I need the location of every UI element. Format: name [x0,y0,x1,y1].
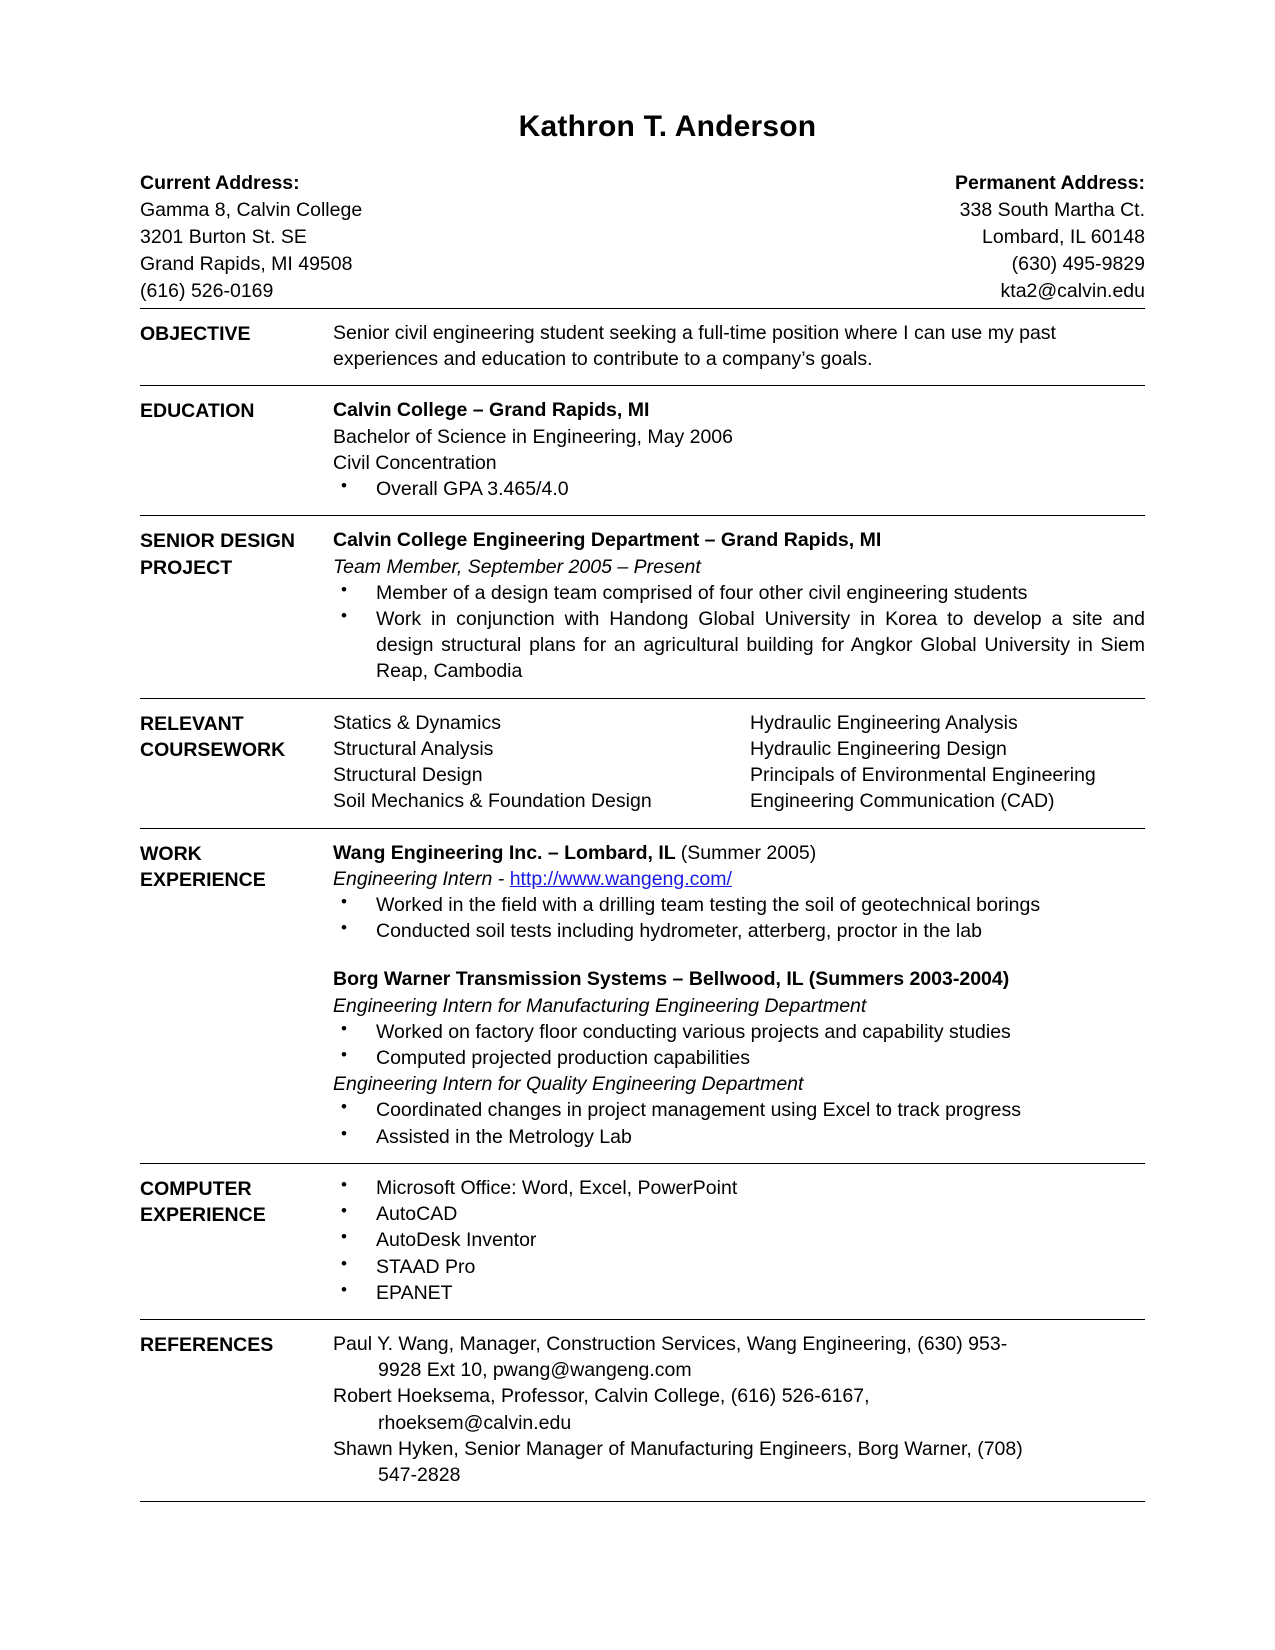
current-address-heading: Current Address: [140,172,300,194]
section-computer-experience [140,1164,1145,1319]
section-label-line1: SENIOR DESIGN [140,530,295,553]
reference-entry [333,1436,1145,1488]
current-address-line: Grand Rapids, MI 49508 [140,253,353,275]
coursework-item: Structural Design [333,764,483,787]
job-role: Engineering Intern - [333,867,510,890]
reference-line: Robert Hoeksema, Professor, Calvin College, (616) 526-6167, [333,1385,870,1408]
job-role: Engineering Intern for Manufacturing Engineering Department [333,994,867,1017]
objective-text: Senior civil engineering student seeking a full-time position where I can use my past experiences and education to contribute to a company’s goals. [333,322,1056,371]
section-work-experience [140,829,1145,1163]
section-education [140,386,1145,515]
job-entry [333,840,1145,945]
job-role-line [333,866,1145,892]
education-concentration: Civil Concentration [333,451,497,474]
list-item: • Assisted in the Metrology Lab [333,1124,1145,1150]
section-label-line2: COURSEWORK [140,738,286,761]
job-bullets [333,892,1145,944]
section-label-coursework [140,710,333,815]
reference-line: Paul Y. Wang, Manager, Construction Services, Wang Engineering, (630) 953- [333,1333,1008,1355]
reference-line-cont: rhoeksem@calvin.edu [378,1411,572,1434]
address-block [140,170,1145,308]
coursework-column-right [739,710,1156,815]
list-item: • Conducted soil tests including hydrometer, atterberg, proctor in the lab [333,918,1145,944]
coursework-item: Principals of Environmental Engineering [750,764,1096,787]
permanent-address-line: 338 South Martha Ct. [959,199,1145,221]
coursework-item: Engineering Communication (CAD) [750,790,1055,813]
section-label-line2: PROJECT [140,556,233,579]
section-coursework [140,699,1145,828]
coursework-item: Statics & Dynamics [333,711,501,734]
current-address [140,170,362,305]
section-label-senior-design [140,527,333,684]
permanent-address-heading: Permanent Address: [954,172,1145,194]
coursework-item: Structural Analysis [333,737,494,760]
coursework-column-left [333,710,739,815]
job-company: Borg Warner Transmission Systems – Bellwood, IL (Summers 2003-2004) [333,968,1010,991]
list-item: • AutoDesk Inventor [333,1227,1145,1253]
divider [140,1501,1145,1502]
computer-bullets [333,1175,1145,1306]
section-objective [140,309,1145,385]
list-item: • Member of a design team comprised of four other civil engineering students [333,580,1145,606]
education-bullets [333,476,1145,502]
current-address-line: 3201 Burton St. SE [140,226,307,248]
section-label-computer-experience [140,1175,333,1306]
page-title: Kathron T. Anderson [518,110,817,143]
section-label-line1: WORK [140,842,202,865]
list-item: • STAAD Pro [333,1254,1145,1280]
job-entry [333,966,1145,1150]
job-website-link[interactable]: http://www.wangeng.com/ [509,867,732,890]
coursework-item: Hydraulic Engineering Design [750,737,1007,760]
current-address-line: Gamma 8, Calvin College [140,199,363,221]
permanent-address-line: (630) 495-9829 [1011,253,1145,275]
job-period: (Summer 2005) [680,841,817,864]
job-role-secondary: Engineering Intern for Quality Engineering Department [333,1073,804,1096]
section-label-line2: EXPERIENCE [140,1204,266,1227]
permanent-address [955,170,1145,305]
list-item: • Work in conjunction with Handong Global University in Korea to develop a site and design structural plans for an agricultural building for Angkor Global University in Siem Reap, Cambodia [333,606,1145,685]
section-references [140,1320,1145,1501]
senior-design-bullets [333,580,1145,685]
senior-design-role: Team Member, September 2005 – Present [333,555,701,578]
job-bullets [333,1019,1145,1071]
section-label-line1: RELEVANT [140,712,244,735]
job-company: Wang Engineering Inc. – Lombard, IL [333,841,681,864]
reference-entry [333,1331,1145,1383]
permanent-address-email: kta2@calvin.edu [1000,280,1145,302]
list-item: • Microsoft Office: Word, Excel, PowerPoint [333,1175,1145,1201]
job-bullets-secondary [333,1097,1145,1149]
list-item: • Worked on factory floor conducting various projects and capability studies [333,1019,1145,1045]
education-school: Calvin College – Grand Rapids, MI [333,399,650,422]
list-item: • AutoCAD [333,1201,1145,1227]
permanent-address-line: Lombard, IL 60148 [982,226,1145,248]
section-label-references: REFERENCES [140,1334,274,1356]
coursework-item: Soil Mechanics & Foundation Design [333,790,652,813]
education-degree: Bachelor of Science in Engineering, May 2006 [333,425,733,448]
reference-line-cont: 9928 Ext 10, pwang@wangeng.com [378,1359,692,1382]
coursework-columns [333,710,1145,815]
list-item: • EPANET [333,1280,1145,1306]
current-address-line: (616) 526-0169 [140,280,274,302]
coursework-item: Hydraulic Engineering Analysis [750,711,1018,734]
reference-line: Shawn Hyken, Senior Manager of Manufacturing Engineers, Borg Warner, (708) [333,1437,1023,1460]
section-label-objective: OBJECTIVE [140,323,251,345]
list-item: • Computed projected production capabilities [333,1045,1145,1071]
section-senior-design [140,516,1145,697]
section-label-work-experience [140,840,333,1150]
senior-design-org: Calvin College Engineering Department – Grand Rapids, MI [333,529,882,552]
section-label-line1: COMPUTER [140,1177,252,1200]
list-item: • Worked in the field with a drilling team testing the soil of geotechnical borings [333,892,1145,918]
reference-entry [333,1383,1145,1435]
section-label-line2: EXPERIENCE [140,868,266,891]
list-item: • Overall GPA 3.465/4.0 [333,476,1145,502]
list-item: • Coordinated changes in project management using Excel to track progress [333,1097,1145,1123]
section-label-education: EDUCATION [140,400,255,423]
job-company-line [333,840,1145,866]
reference-line-cont: 547-2828 [378,1464,461,1487]
